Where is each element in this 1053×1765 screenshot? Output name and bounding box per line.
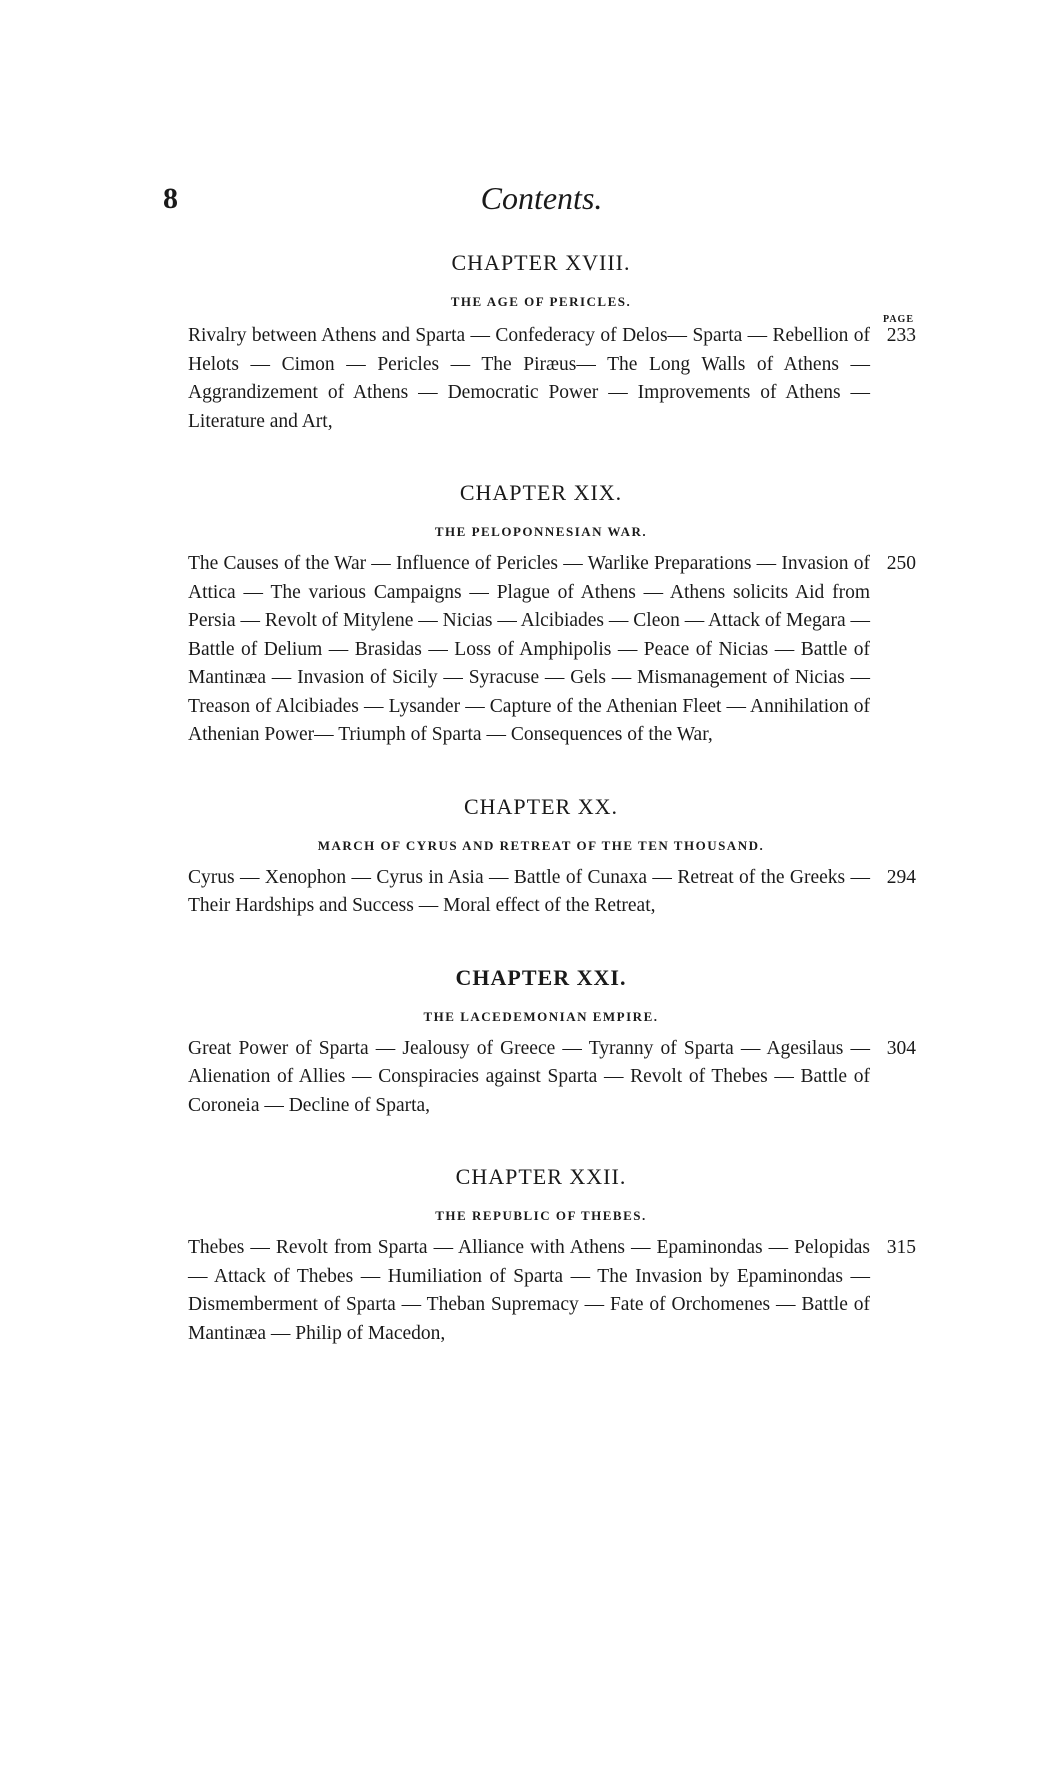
chapter-21: [166, 965, 916, 1121]
chapter-summary: [166, 1234, 916, 1348]
chapter-summary: [166, 1035, 916, 1121]
chapter-heading: CHAPTER XXII.: [455, 1164, 627, 1189]
page-column-label: PAGE: [882, 314, 914, 325]
summary-text: Rivalry between Athens and Sparta — Confederacy of Delos— Sparta — Rebellion of Helots — Cimon — Pericles — The Piræus— The Long Walls of Athens — Aggrandizement of Athens — Democratic Power — Improvements of Athens — Literature and Art,: [188, 325, 870, 432]
summary-text: Great Power of Sparta — Jealousy of Greece — Tyranny of Sparta — Agesilaus — Alienation of Allies — Conspiracies against Sparta — Revolt of Thebes — Battle of Coroneia — Decline of Sparta,: [188, 1037, 870, 1116]
page-ref: 315: [886, 1237, 916, 1258]
chapter-18: [166, 250, 916, 436]
chapter-20: [166, 794, 916, 921]
page-ref: 294: [886, 866, 916, 888]
chapter-title: THE REPUBLIC OF THEBES.: [435, 1208, 647, 1223]
chapter-19: [166, 480, 916, 750]
page-ref: 304: [886, 1037, 916, 1059]
summary-text: The Causes of the War — Influence of Pericles — Warlike Preparations — Invasion of Attica — The various Campaigns — Plague of Athens — Athens solicits Aid from Persia — Revolt of Mitylene — Nicias — Alcibiades — Cleon — Attack of Megara — Battle of Delium — Brasidas — Loss of Amphipolis — Peace of Nicias — Battle of Mantinæa — Invasion of Sicily — Syracuse — Gels — Mismanagement of Nicias — Treason of Alcibiades — Lysander — Capture of the Athenian Fleet — Annihilation of Athenian Power— Triumph of Sparta — Consequences of the War,: [188, 553, 870, 745]
chapter-title: THE LACEDEMONIAN EMPIRE.: [423, 1008, 659, 1024]
page-number: 8: [163, 182, 178, 215]
page-ref: 233: [886, 325, 916, 346]
chapter-heading: CHAPTER XVIII.: [451, 250, 631, 275]
chapter-summary: [166, 322, 916, 436]
chapter-title: THE AGE OF PERICLES.: [450, 294, 632, 309]
chapter-heading: CHAPTER XX.: [463, 793, 618, 819]
chapter-heading: CHAPTER XIX.: [459, 480, 623, 505]
running-title: Contents.: [480, 180, 603, 216]
chapter-summary: [166, 864, 916, 921]
chapter-summary: [166, 550, 916, 750]
chapter-heading: CHAPTER XXI.: [455, 964, 627, 990]
page-ref: 250: [886, 553, 916, 574]
table-of-contents: [166, 250, 916, 1392]
chapter-title: THE PELOPONNESIAN WAR.: [434, 524, 648, 539]
chapter-title: MARCH OF CYRUS AND RETREAT OF THE TEN THOUSAND.: [317, 837, 765, 853]
chapter-22: [166, 1164, 916, 1348]
summary-text: Cyrus — Xenophon — Cyrus in Asia — Battle of Cunaxa — Retreat of the Greeks —Their Hardships and Success — Moral effect of the Retreat,: [188, 866, 870, 916]
summary-text: Thebes — Revolt from Sparta — Alliance with Athens — Epaminondas — Pelopidas — Attack of Thebes — Humiliation of Sparta — The Invasion by Epaminondas — Dismemberment of Sparta — Theban Supremacy — Fate of Orchomenes — Battle of Mantinæa — Philip of Macedon,: [188, 1237, 870, 1344]
